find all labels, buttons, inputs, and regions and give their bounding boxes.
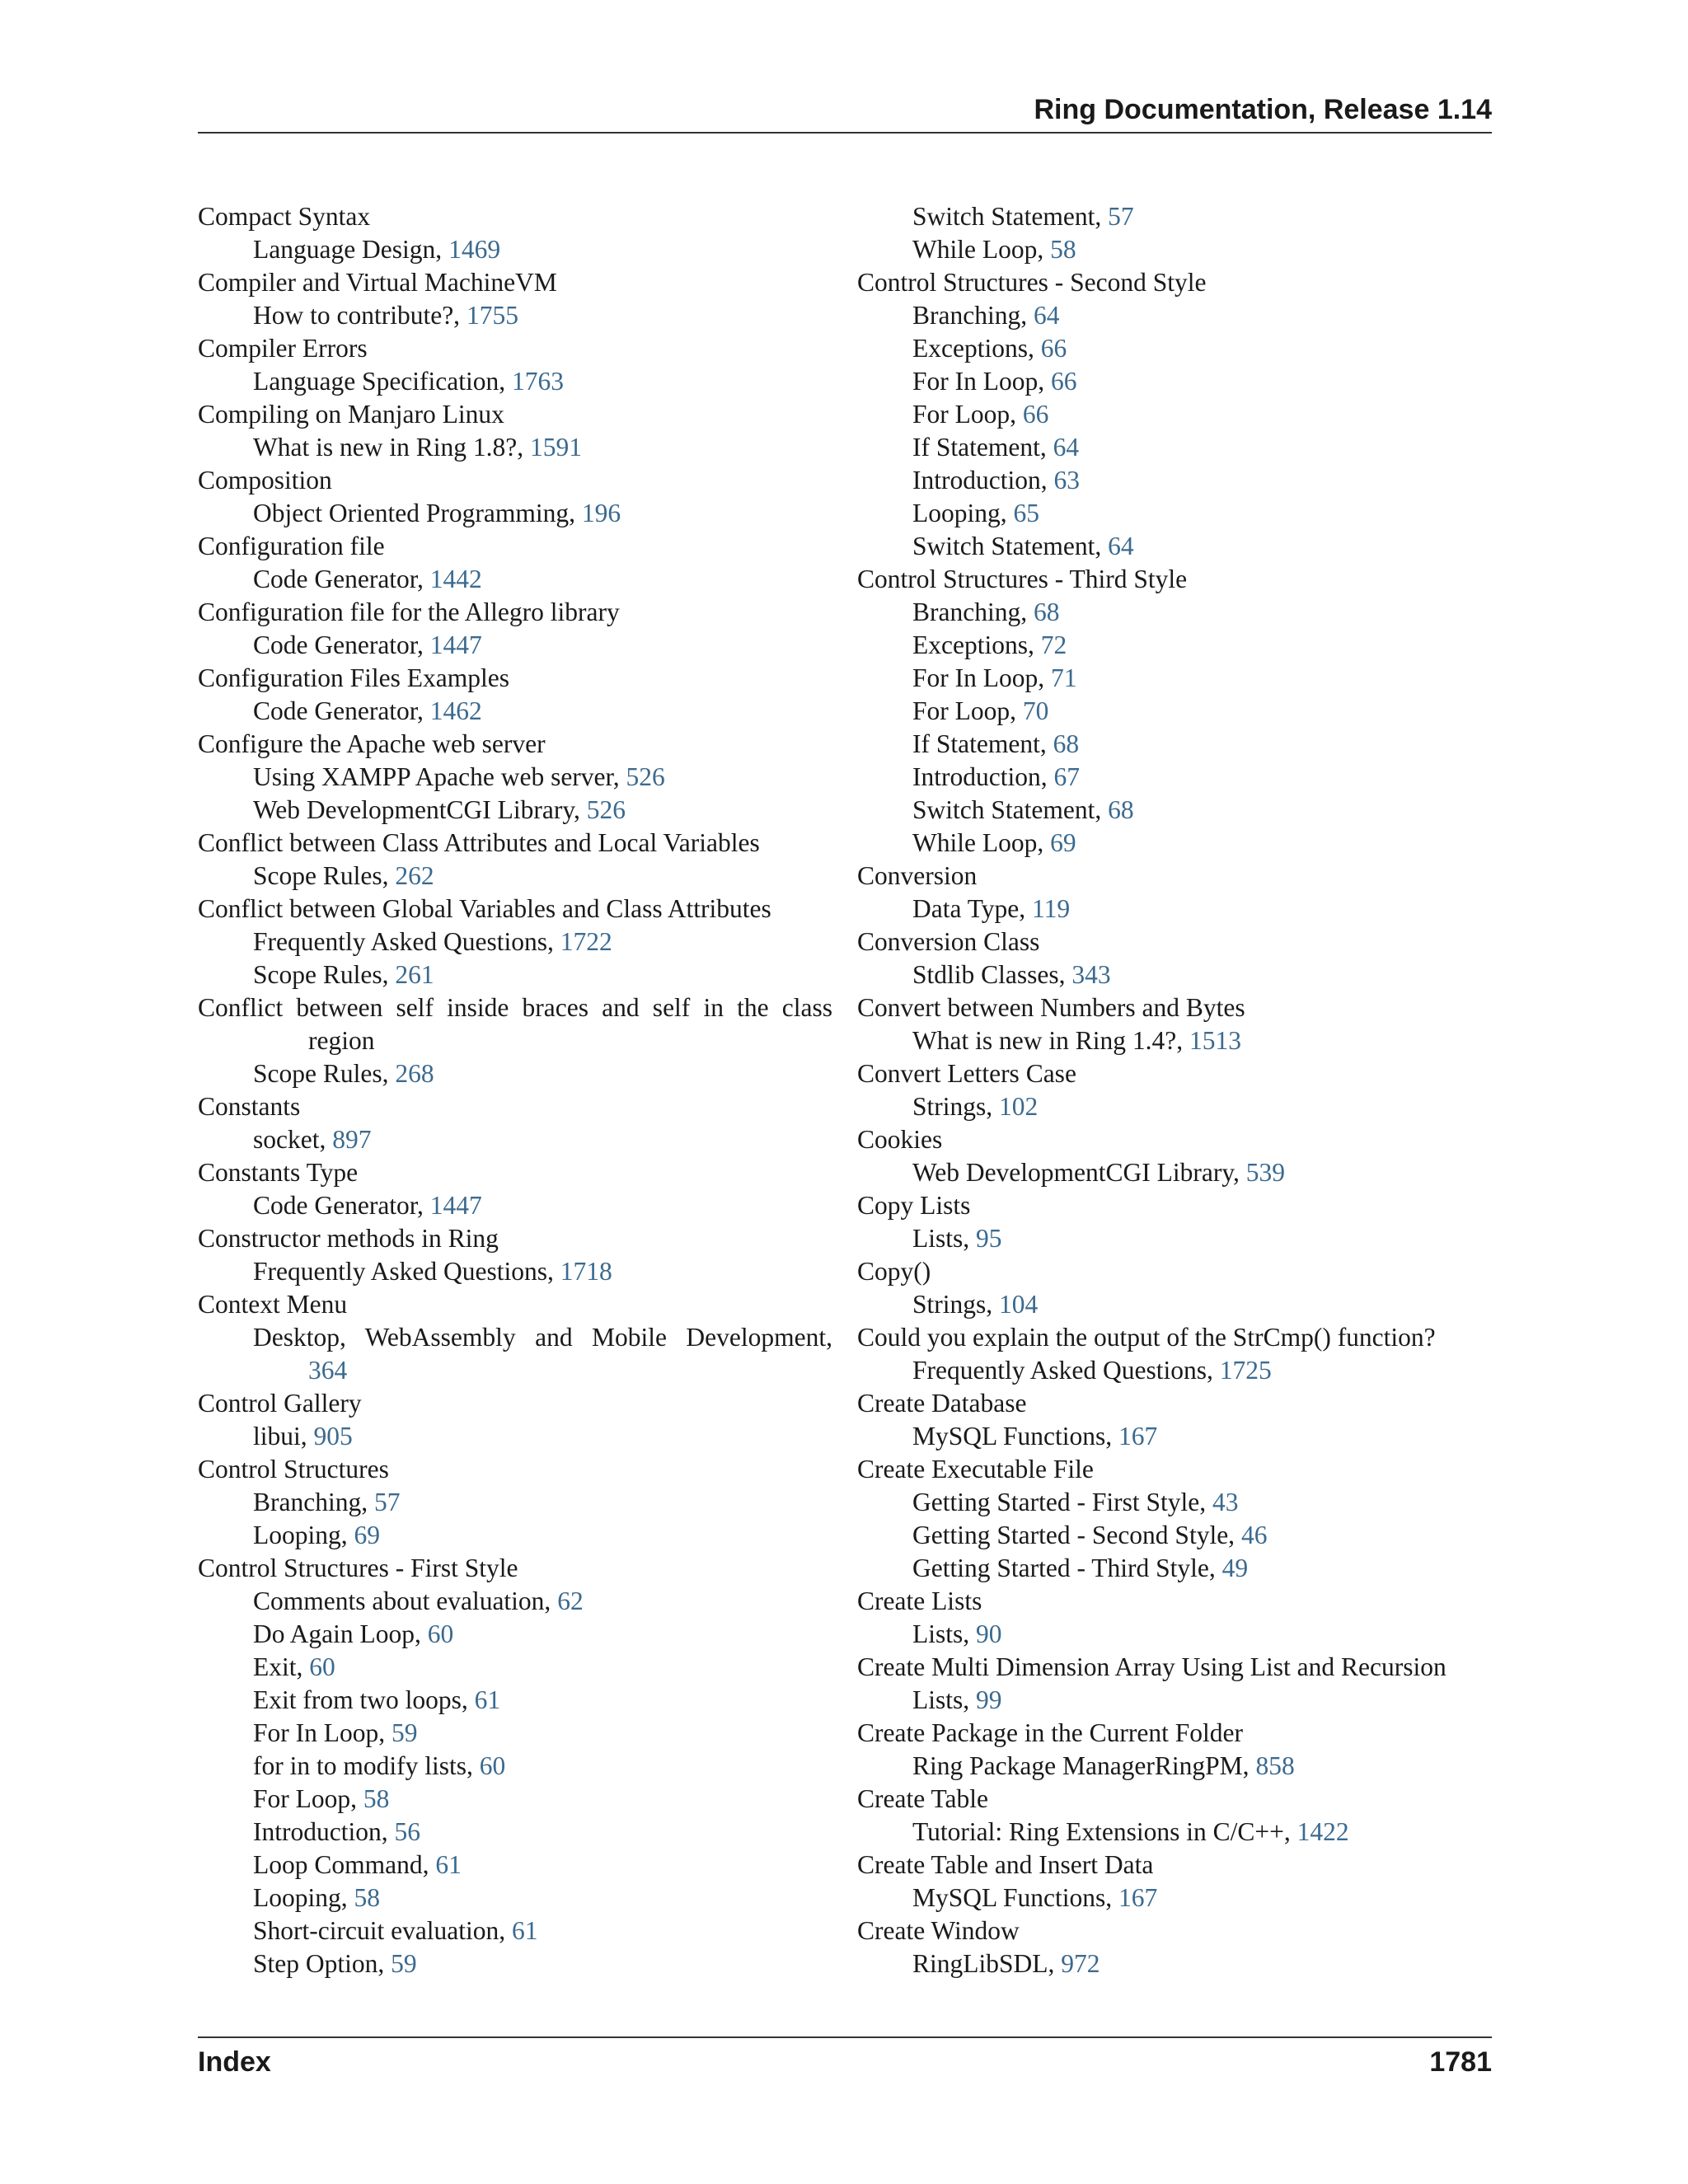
index-subentry (857, 1947, 1500, 1980)
index-subentry (857, 299, 1500, 332)
index-entry (857, 1387, 1500, 1420)
index-subentry (198, 629, 832, 662)
page-link[interactable]: 70 (1022, 696, 1049, 725)
page-link[interactable]: 61 (435, 1850, 462, 1879)
page-link[interactable]: 71 (1051, 663, 1077, 692)
index-subentry (198, 1947, 832, 1980)
index-subentry (857, 1684, 1500, 1717)
entry-text: Looping, (253, 1883, 354, 1912)
entry-text: RingLibSDL, (912, 1949, 1062, 1978)
entry-text: For Loop, (253, 1784, 363, 1813)
index-subentry (198, 860, 832, 893)
entry-text: Language Specification, (253, 367, 513, 396)
entry-text: Create Window (857, 1916, 1020, 1945)
entry-text: Frequently Asked Questions, (912, 1356, 1220, 1385)
index-subentry (198, 233, 832, 266)
page-link[interactable]: 60 (309, 1652, 335, 1681)
entry-text: Conversion (857, 861, 978, 890)
index-entry (198, 1156, 832, 1189)
index-subentry (857, 827, 1500, 860)
index-subentry (198, 1123, 832, 1156)
entry-text: Could you explain the output of the StrCmp() function? (857, 1323, 1436, 1352)
page-link[interactable]: 268 (395, 1059, 434, 1088)
index-subentry (198, 761, 832, 794)
index-entry (198, 1552, 832, 1585)
index-subentry (198, 563, 832, 596)
index-subentry (198, 1783, 832, 1816)
index-subentry (857, 596, 1500, 629)
index-subentry (198, 1420, 832, 1453)
index-entry (857, 1717, 1500, 1750)
page-link[interactable]: 66 (1022, 400, 1049, 429)
entry-text: How to contribute?, (253, 301, 467, 330)
index-subentry (857, 233, 1500, 266)
page-link[interactable]: 58 (363, 1784, 390, 1813)
entry-text: Control Structures (198, 1455, 389, 1483)
entry-text: Composition (198, 466, 332, 494)
index-subentry (857, 794, 1500, 827)
entry-text: Scope Rules, (253, 861, 396, 890)
index-subentry (857, 695, 1500, 728)
index-subentry (198, 1024, 832, 1057)
page-link[interactable]: 62 (557, 1586, 584, 1615)
entry-text: Frequently Asked Questions, (253, 1257, 560, 1286)
page-link[interactable]: 167 (1118, 1422, 1158, 1451)
index-subentry (198, 958, 832, 991)
entry-text: Comments about evaluation, (253, 1586, 558, 1615)
index-subentry (198, 1189, 832, 1222)
index-subentry (198, 1321, 832, 1354)
index-entry (857, 266, 1500, 299)
page-link[interactable]: 1591 (529, 433, 582, 462)
page-link[interactable]: 72 (1040, 630, 1067, 659)
entry-text: Branching, (912, 598, 1034, 626)
entry-text: For In Loop, (253, 1718, 392, 1747)
page-link[interactable]: 90 (976, 1619, 1002, 1648)
index-subentry (857, 1288, 1500, 1321)
page-link[interactable]: 46 (1240, 1521, 1268, 1549)
index-entry (198, 827, 832, 860)
page-link[interactable]: 66 (1040, 334, 1067, 363)
index-subentry (198, 1354, 832, 1387)
entry-text: MySQL Functions, (912, 1883, 1118, 1912)
entry-text: Loop Command, (253, 1850, 436, 1879)
footer-section-label: Index (198, 2046, 271, 2078)
index-subentry (857, 398, 1500, 431)
page-link[interactable]: 61 (474, 1685, 501, 1714)
index-subentry (857, 332, 1500, 365)
index-subentry (198, 1255, 832, 1288)
index-entry (198, 1288, 832, 1321)
page-link[interactable]: 364 (308, 1356, 348, 1385)
index-entry (198, 1090, 832, 1123)
page-header (198, 89, 1492, 134)
index-subentry (857, 1420, 1500, 1453)
page-link[interactable]: 58 (1050, 235, 1076, 264)
index-subentry (857, 1750, 1500, 1783)
index-subentry (857, 530, 1500, 563)
page-link[interactable]: 905 (313, 1422, 353, 1451)
page-link[interactable]: 59 (391, 1949, 417, 1978)
index-subentry (857, 1882, 1500, 1915)
page-link[interactable]: 167 (1118, 1883, 1158, 1912)
page-link[interactable]: 1718 (560, 1257, 612, 1286)
index-subentry (198, 497, 832, 530)
entry-text: Constants (198, 1092, 301, 1121)
index-entry (198, 1387, 832, 1420)
page-link[interactable]: 69 (1050, 828, 1076, 857)
page-link[interactable]: 64 (1053, 433, 1080, 462)
index-entry (857, 1915, 1500, 1947)
index-entry (857, 1321, 1500, 1354)
index-subentry (857, 1354, 1500, 1387)
entry-text: Frequently Asked Questions, (253, 927, 560, 956)
page-link[interactable]: 1469 (448, 235, 501, 264)
page-number: 1781 (1429, 2046, 1492, 2078)
entry-text: Create Database (857, 1389, 1027, 1418)
index-entry (857, 926, 1500, 958)
index-entry (857, 860, 1500, 893)
page-link[interactable]: 57 (1108, 202, 1134, 231)
index-subentry (198, 1651, 832, 1684)
entry-text: Code Generator, (253, 630, 430, 659)
index-subentry (198, 794, 832, 827)
entry-text: Code Generator, (253, 565, 430, 593)
index-entry (857, 1783, 1500, 1816)
index-subentry (198, 1750, 832, 1783)
entry-text: Configuration file (198, 532, 385, 560)
entry-text: Short-circuit evaluation, (253, 1916, 513, 1945)
index-subentry (857, 431, 1500, 464)
entry-text: Control Structures - Third Style (857, 565, 1188, 593)
index-subentry (198, 1717, 832, 1750)
entry-text: For Loop, (912, 400, 1023, 429)
page-link[interactable]: 64 (1033, 301, 1060, 330)
page-link[interactable]: 43 (1212, 1488, 1239, 1516)
page-link[interactable]: 1513 (1189, 1026, 1241, 1055)
entry-text: Strings, (912, 1092, 1000, 1121)
document-title: Ring Documentation, Release 1.14 (1034, 94, 1492, 125)
page-link[interactable]: 63 (1053, 466, 1080, 494)
entry-text: Exit from two loops, (253, 1685, 475, 1714)
entry-text: Control Structures - Second Style (857, 268, 1207, 297)
entry-text: Create Table (857, 1784, 989, 1813)
index-entry (857, 1585, 1500, 1618)
page-link[interactable]: 68 (1108, 795, 1134, 824)
entry-text: If Statement, (912, 729, 1053, 758)
index-subentry (857, 1552, 1500, 1585)
entry-text: Exceptions, (912, 630, 1041, 659)
entry-text: Using XAMPP Apache web server, (253, 762, 626, 791)
index-subentry (198, 1882, 832, 1915)
entry-text: MySQL Functions, (912, 1422, 1118, 1451)
index-subentry (857, 1156, 1500, 1189)
page-link[interactable]: 1442 (429, 565, 482, 593)
entry-text: Scope Rules, (253, 1059, 396, 1088)
entry-text: Step Option, (253, 1949, 392, 1978)
index-subentry (198, 1849, 832, 1882)
page-link[interactable]: 1763 (512, 367, 565, 396)
page-link[interactable]: 1422 (1296, 1817, 1349, 1846)
entry-text: What is new in Ring 1.4?, (912, 1026, 1189, 1055)
index-subentry (857, 1816, 1500, 1849)
entry-text: libui, (253, 1422, 314, 1451)
page-link[interactable]: 526 (586, 795, 626, 824)
index-subentry (198, 431, 832, 464)
index-entry (198, 1222, 832, 1255)
index-subentry (198, 1684, 832, 1717)
page-link[interactable]: 1755 (466, 301, 518, 330)
page-link[interactable]: 897 (332, 1125, 372, 1154)
index-subentry (857, 1519, 1500, 1552)
entry-text: Conflict between self inside braces and self in the class (198, 993, 832, 1022)
index-entry (857, 1453, 1500, 1486)
entry-text: Scope Rules, (253, 960, 396, 989)
index-subentry (857, 1090, 1500, 1123)
entry-text: Conflict between Class Attributes and Local Variables (198, 828, 760, 857)
entry-text: Create Package in the Current Folder (857, 1718, 1243, 1747)
entry-text: Cookies (857, 1125, 943, 1154)
page-link[interactable]: 262 (395, 861, 434, 890)
index-entry (857, 1255, 1500, 1288)
page-footer (198, 2036, 1492, 2078)
entry-text: Introduction, (912, 466, 1054, 494)
page-link[interactable]: 1462 (429, 696, 482, 725)
page-link[interactable]: 1447 (429, 630, 482, 659)
index-subentry (198, 695, 832, 728)
index-subentry (198, 1816, 832, 1849)
entry-text: Create Table and Insert Data (857, 1850, 1154, 1879)
entry-text: Control Gallery (198, 1389, 362, 1418)
index-subentry (857, 629, 1500, 662)
entry-text: Exit, (253, 1652, 310, 1681)
entry-text: Create Executable File (857, 1455, 1094, 1483)
index-subentry (198, 299, 832, 332)
entry-text: Ring Package ManagerRingPM, (912, 1751, 1256, 1780)
index-subentry (857, 365, 1500, 398)
page-link[interactable]: 60 (427, 1619, 454, 1648)
entry-text: Create Multi Dimension Array Using List and Recursion (857, 1652, 1447, 1681)
entry-text: Introduction, (912, 762, 1054, 791)
page-link[interactable]: 57 (373, 1488, 401, 1516)
entry-text: socket, (253, 1125, 333, 1154)
page-link[interactable]: 1722 (560, 927, 612, 956)
page-link[interactable]: 261 (395, 960, 434, 989)
index-subentry (198, 1486, 832, 1519)
index-subentry (857, 1486, 1500, 1519)
entry-text: Configuration Files Examples (198, 663, 509, 692)
page-link[interactable]: 104 (999, 1290, 1039, 1319)
entry-text: If Statement, (912, 433, 1053, 462)
entry-text: Lists, (912, 1224, 977, 1253)
entry-text: While Loop, (912, 828, 1051, 857)
entry-text: Object Oriented Programming, (253, 499, 582, 527)
index-subentry (857, 1618, 1500, 1651)
entry-text: Language Design, (253, 235, 449, 264)
entry-text: Constructor methods in Ring (198, 1224, 499, 1253)
entry-text: Switch Statement, (912, 532, 1109, 560)
entry-text: Conflict between Global Variables and Class Attributes (198, 894, 771, 923)
index-entry (198, 596, 832, 629)
index-entry (198, 464, 832, 497)
page-link[interactable]: 65 (1013, 499, 1039, 527)
entry-text: Control Structures - First Style (198, 1554, 518, 1582)
entry-text: Branching, (253, 1488, 374, 1516)
entry-text: Getting Started - First Style, (912, 1488, 1212, 1516)
index-subentry (857, 728, 1500, 761)
entry-text: For In Loop, (912, 367, 1051, 396)
entry-text: Lists, (912, 1619, 977, 1648)
page-link[interactable]: 66 (1051, 367, 1077, 396)
index-entry (198, 1453, 832, 1486)
page-link[interactable]: 56 (394, 1817, 420, 1846)
page-link[interactable]: 343 (1071, 960, 1111, 989)
entry-text: Convert between Numbers and Bytes (857, 993, 1245, 1022)
index-entry (857, 991, 1500, 1024)
index-subentry (198, 926, 832, 958)
entry-text: Convert Letters Case (857, 1059, 1076, 1088)
page-link[interactable]: 49 (1221, 1554, 1249, 1582)
page-link[interactable]: 196 (581, 499, 621, 527)
index-entry (198, 991, 832, 1024)
page-link[interactable]: 68 (1033, 598, 1060, 626)
page-link[interactable]: 68 (1053, 729, 1080, 758)
index-subentry (198, 1585, 832, 1618)
index-subentry (857, 464, 1500, 497)
entry-text: region (308, 1026, 375, 1055)
entry-text: Configure the Apache web server (198, 729, 546, 758)
index-subentry (198, 1618, 832, 1651)
entry-text: While Loop, (912, 235, 1051, 264)
entry-text: Branching, (912, 301, 1034, 330)
entry-text: for in to modify lists, (253, 1751, 480, 1780)
index-entry (857, 563, 1500, 596)
entry-text: Looping, (253, 1521, 354, 1549)
page-link[interactable]: 539 (1245, 1158, 1286, 1187)
entry-text: Stdlib Classes, (912, 960, 1072, 989)
entry-text: Context Menu (198, 1290, 348, 1319)
entry-text: Compiling on Manjaro Linux (198, 400, 504, 429)
index-entry (198, 893, 832, 926)
index-subentry (198, 365, 832, 398)
index-entry (857, 1849, 1500, 1882)
index-entry (198, 530, 832, 563)
entry-text: Data Type, (912, 894, 1033, 923)
entry-text: Copy() (857, 1257, 931, 1286)
page-link[interactable]: 95 (976, 1224, 1002, 1253)
index-subentry (857, 958, 1500, 991)
index-entry (198, 398, 832, 431)
page-link[interactable]: 60 (479, 1751, 506, 1780)
index-entry (857, 1123, 1500, 1156)
index-subentry (198, 1915, 832, 1947)
entry-text: Tutorial: Ring Extensions in C/C++, (912, 1817, 1297, 1846)
entry-text: Code Generator, (253, 696, 430, 725)
entry-text: Getting Started - Second Style, (912, 1521, 1241, 1549)
entry-text: Web DevelopmentCGI Library, (253, 795, 587, 824)
entry-text: Compact Syntax (198, 202, 371, 231)
page-link[interactable]: 526 (626, 762, 665, 791)
page-link[interactable]: 67 (1053, 762, 1080, 791)
entry-text: Code Generator, (253, 1191, 430, 1220)
index-subentry (198, 1519, 832, 1552)
entry-text: Configuration file for the Allegro library (198, 598, 620, 626)
page-link[interactable]: 972 (1061, 1949, 1100, 1978)
index-entry (198, 332, 832, 365)
index-subentry (198, 1057, 832, 1090)
index-entry (198, 266, 832, 299)
entry-text: For In Loop, (912, 663, 1051, 692)
index-subentry (857, 200, 1500, 233)
index-subentry (857, 662, 1500, 695)
page-link[interactable]: 102 (999, 1092, 1039, 1121)
page-link[interactable]: 1725 (1219, 1356, 1272, 1385)
index-column-right (857, 200, 1500, 1980)
index-entry (857, 1057, 1500, 1090)
entry-text: Compiler and Virtual MachineVM (198, 268, 557, 297)
entry-text: Compiler Errors (198, 334, 368, 363)
entry-text: Desktop, WebAssembly and Mobile Development, (253, 1323, 832, 1352)
page-link[interactable]: 58 (354, 1883, 380, 1912)
index-entry (198, 662, 832, 695)
entry-text: Switch Statement, (912, 202, 1109, 231)
page-link[interactable]: 59 (392, 1718, 418, 1747)
entry-text: Introduction, (253, 1817, 395, 1846)
entry-text: Getting Started - Third Style, (912, 1554, 1222, 1582)
index-entry (198, 728, 832, 761)
entry-text: Web DevelopmentCGI Library, (912, 1158, 1246, 1187)
page-link[interactable]: 69 (354, 1521, 380, 1549)
index-subentry (857, 1222, 1500, 1255)
index-subentry (857, 1024, 1500, 1057)
entry-text: Lists, (912, 1685, 977, 1714)
index-entry (198, 200, 832, 233)
index-entry (857, 1189, 1500, 1222)
entry-text: Conversion Class (857, 927, 1040, 956)
page-link[interactable]: 1447 (429, 1191, 482, 1220)
entry-text: What is new in Ring 1.8?, (253, 433, 530, 462)
page-link[interactable]: 61 (512, 1916, 538, 1945)
index-subentry (857, 497, 1500, 530)
page-link[interactable]: 119 (1032, 894, 1071, 923)
index-entry (857, 1651, 1500, 1684)
entry-text: Do Again Loop, (253, 1619, 428, 1648)
entry-text: Looping, (912, 499, 1014, 527)
index-subentry (857, 761, 1500, 794)
entry-text: Create Lists (857, 1586, 982, 1615)
page-link[interactable]: 64 (1108, 532, 1134, 560)
index-subentry (857, 893, 1500, 926)
entry-text: Strings, (912, 1290, 1000, 1319)
page-link[interactable]: 858 (1255, 1751, 1295, 1780)
entry-text: Exceptions, (912, 334, 1041, 363)
index-column-left (198, 200, 832, 1980)
entry-text: Copy Lists (857, 1191, 971, 1220)
entry-text: Switch Statement, (912, 795, 1109, 824)
entry-text: Constants Type (198, 1158, 359, 1187)
entry-text: For Loop, (912, 696, 1023, 725)
page-link[interactable]: 99 (976, 1685, 1002, 1714)
